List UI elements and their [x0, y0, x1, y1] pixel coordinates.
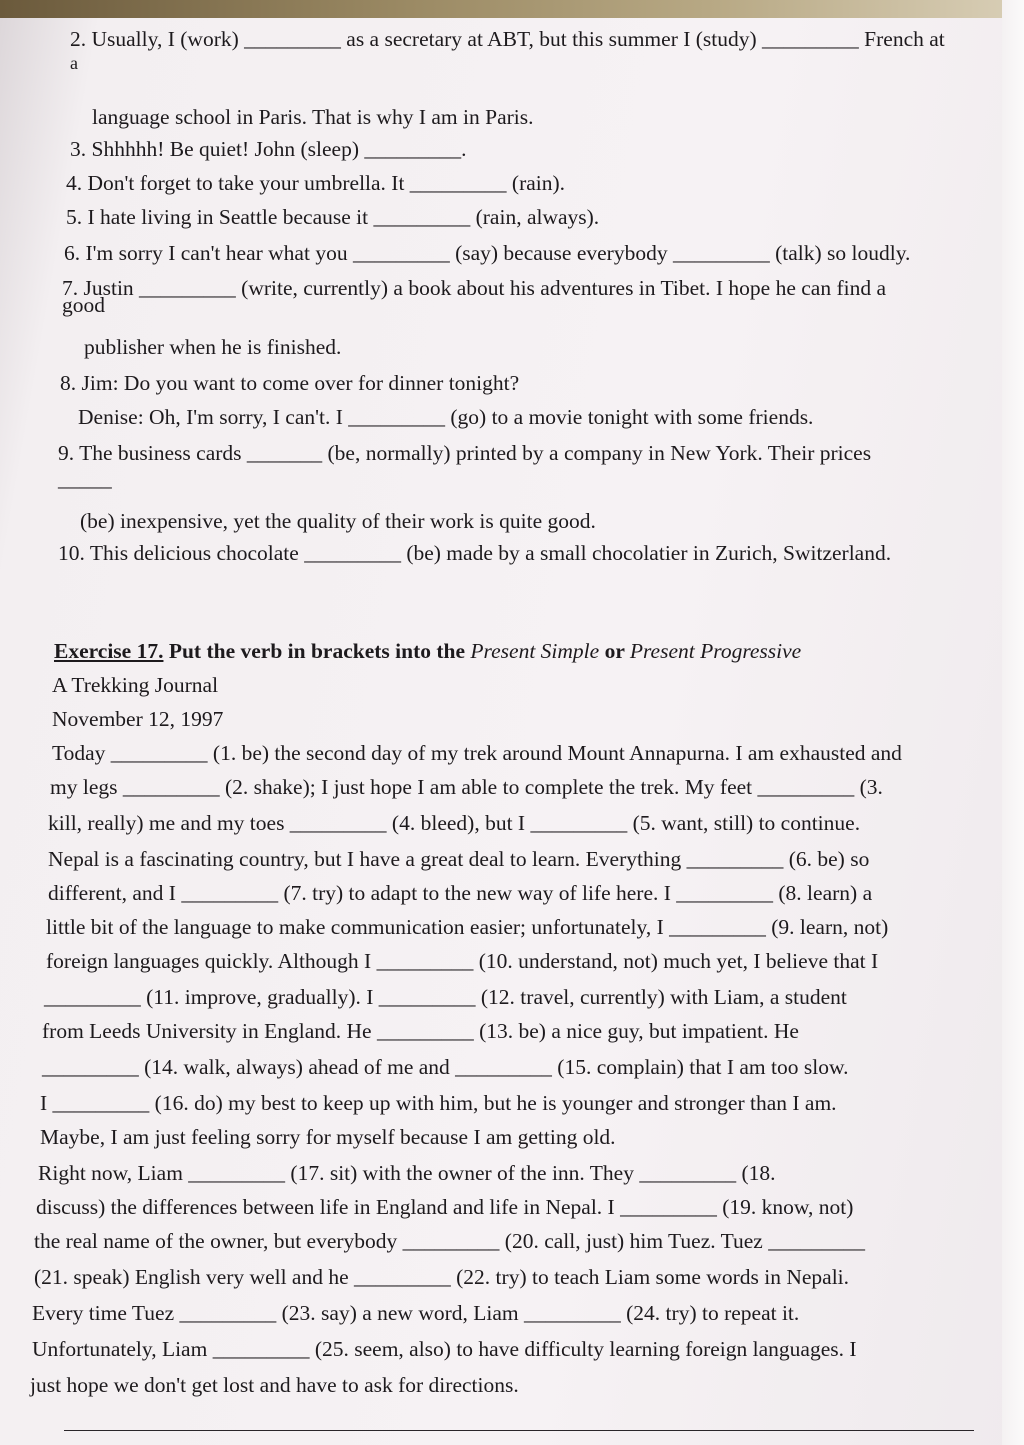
- text-line: _________ (11. improve, gradually). I _________ (12. travel, currently) with Liam, a student: [44, 985, 847, 1009]
- text-line: 9. The business cards _______ (be, normally) printed by a company in New York. Their prices: [58, 441, 872, 465]
- journal-date: November 12, 1997: [52, 707, 224, 731]
- text-line: foreign languages quickly. Although I _________ (10. understand, not) much yet, I believe that I: [46, 949, 879, 973]
- text-line: just hope we don't get lost and have to ask for directions.: [30, 1373, 519, 1397]
- text-line: 5. I hate living in Seattle because it _________ (rain, always).: [66, 205, 600, 229]
- text-line: discuss) the differences between life in England and life in Nepal. I _________ (19. know, not): [36, 1195, 854, 1219]
- text-line: a: [70, 53, 78, 73]
- text-line: (21. speak) English very well and he _________ (22. try) to teach Liam some words in Nepali.: [34, 1265, 850, 1289]
- text-line: 10. This delicious chocolate _________ (be) made by a small chocolatier in Zurich, Switzerland.: [58, 541, 892, 565]
- text-line: 7. Justin _________ (write, currently) a book about his adventures in Tibet. I hope he can find a: [62, 276, 887, 300]
- text-line: 6. I'm sorry I can't hear what you _________ (say) because everybody _________ (talk) so loudly.: [64, 241, 911, 265]
- text-line: _____: [58, 467, 112, 491]
- or-word: or: [604, 639, 625, 663]
- exercise-instruction: Put the verb in brackets into the: [168, 639, 466, 663]
- text-line: Every time Tuez _________ (23. say) a new word, Liam _________ (24. try) to repeat it.: [32, 1301, 800, 1325]
- tense-present-simple: Present Simple: [470, 639, 600, 663]
- text-line: my legs _________ (2. shake); I just hope I am able to complete the trek. My feet _________ (3.: [50, 775, 883, 799]
- text-line: little bit of the language to make communication easier; unfortunately, I _________ (9. learn, not): [46, 915, 889, 939]
- text-line: 2. Usually, I (work) _________ as a secretary at ABT, but this summer I (study) _________ French at: [70, 27, 945, 51]
- tense-present-progressive: Present Progressive: [629, 639, 802, 663]
- exercise-label: Exercise 17.: [54, 639, 164, 663]
- text-line: language school in Paris. That is why I am in Paris.: [92, 105, 534, 129]
- text-line: 8. Jim: Do you want to come over for dinner tonight?: [60, 371, 520, 395]
- text-line: Right now, Liam _________ (17. sit) with the owner of the inn. They _________ (18.: [38, 1161, 776, 1185]
- text-line: Denise: Oh, I'm sorry, I can't. I _________ (go) to a movie tonight with some friends.: [78, 405, 814, 429]
- text-line: 4. Don't forget to take your umbrella. It _________ (rain).: [66, 171, 566, 195]
- text-line: I _________ (16. do) my best to keep up with him, but he is younger and stronger than I am.: [40, 1091, 837, 1115]
- text-line: from Leeds University in England. He _________ (13. be) a nice guy, but impatient. He: [42, 1019, 799, 1043]
- bottom-rule: [64, 1430, 974, 1431]
- page-edge: [1002, 0, 1024, 1445]
- text-line: Today _________ (1. be) the second day of my trek around Mount Annapurna. I am exhausted and: [52, 741, 902, 765]
- text-line: _________ (14. walk, always) ahead of me and _________ (15. complain) that I am too slow.: [42, 1055, 849, 1079]
- text-line: Nepal is a fascinating country, but I have a great deal to learn. Everything _________ (6. be) so: [48, 847, 870, 871]
- text-line: kill, really) me and my toes _________ (4. bleed), but I _________ (5. want, still) to continue.: [48, 811, 861, 835]
- page-content: [30, 0, 980, 1445]
- text-line: the real name of the owner, but everybody _________ (20. call, just) him Tuez. Tuez _________: [34, 1229, 865, 1253]
- text-line: publisher when he is finished.: [84, 335, 342, 359]
- text-line: (be) inexpensive, yet the quality of their work is quite good.: [80, 509, 596, 533]
- text-line: 3. Shhhhh! Be quiet! John (sleep) _________.: [70, 137, 467, 161]
- text-line: different, and I _________ (7. try) to adapt to the new way of life here. I _________ (8. learn) a: [48, 881, 873, 905]
- exercise-heading: [54, 638, 801, 664]
- journal-title: A Trekking Journal: [52, 673, 219, 697]
- text-line: Unfortunately, Liam _________ (25. seem, also) to have difficulty learning foreign languages. I: [32, 1337, 857, 1361]
- text-line: good: [62, 293, 105, 317]
- text-line: Maybe, I am just feeling sorry for myself because I am getting old.: [40, 1125, 616, 1149]
